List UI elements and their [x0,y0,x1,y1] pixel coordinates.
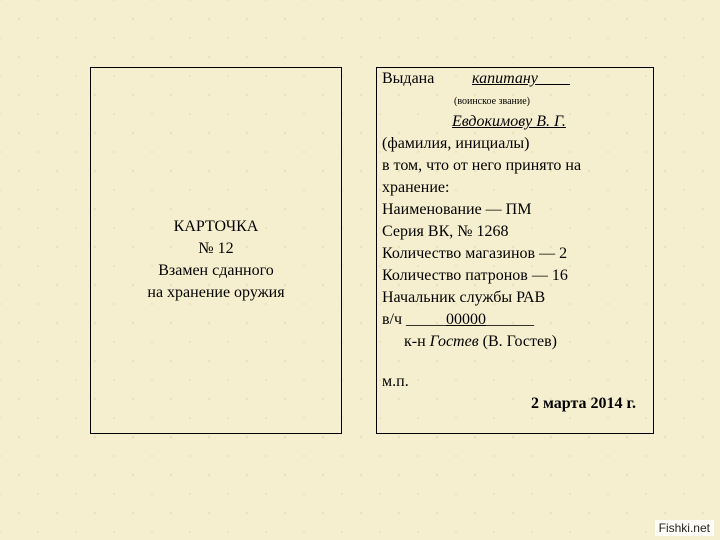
card-title: КАРТОЧКА [173,218,259,235]
issued-label: Выдана [382,70,435,87]
card-title-block [91,216,341,304]
unit-line [382,311,534,329]
card-subtitle-2: на хранение оружия [147,284,285,301]
rank-value [472,70,570,88]
signature-line [404,333,557,351]
signature-full: (В. Гостев) [478,333,557,350]
item-name: Наименование — ПМ [382,201,532,218]
chief-title: Начальник службы РАВ [382,289,546,306]
rank-caption: (воинское звание) [454,96,530,107]
issue-date: 2 марта 2014 г. [531,395,636,412]
unit-prefix: в/ч _____ [382,311,447,328]
rank-blank: ____ [537,70,570,87]
statement-line-2: хранение: [382,179,450,196]
statement-line-1: в том, что от него принято на [382,157,582,174]
weapon-card-left [90,67,342,434]
magazines-count: Количество магазинов — 2 [382,245,568,262]
signature-name: Гостев [429,333,479,350]
item-series: Серия ВК, № 1268 [382,223,509,240]
unit-suffix: ______ [486,311,535,328]
unit-number: 00000 [446,311,487,328]
cartridges-count: Количество патронов — 16 [382,267,568,284]
name-value: Евдокимову В. Г. [452,113,566,130]
card-number: № 12 [198,240,234,257]
name-caption: (фамилия, инициалы) [382,135,530,152]
card-subtitle-1: Взамен сданного [158,262,274,279]
signature-rank: к-н [404,333,430,350]
stamp-place: м.п. [382,373,409,390]
rank-text: капитану [472,70,538,87]
watermark-logo: Fishki.net [655,520,714,536]
